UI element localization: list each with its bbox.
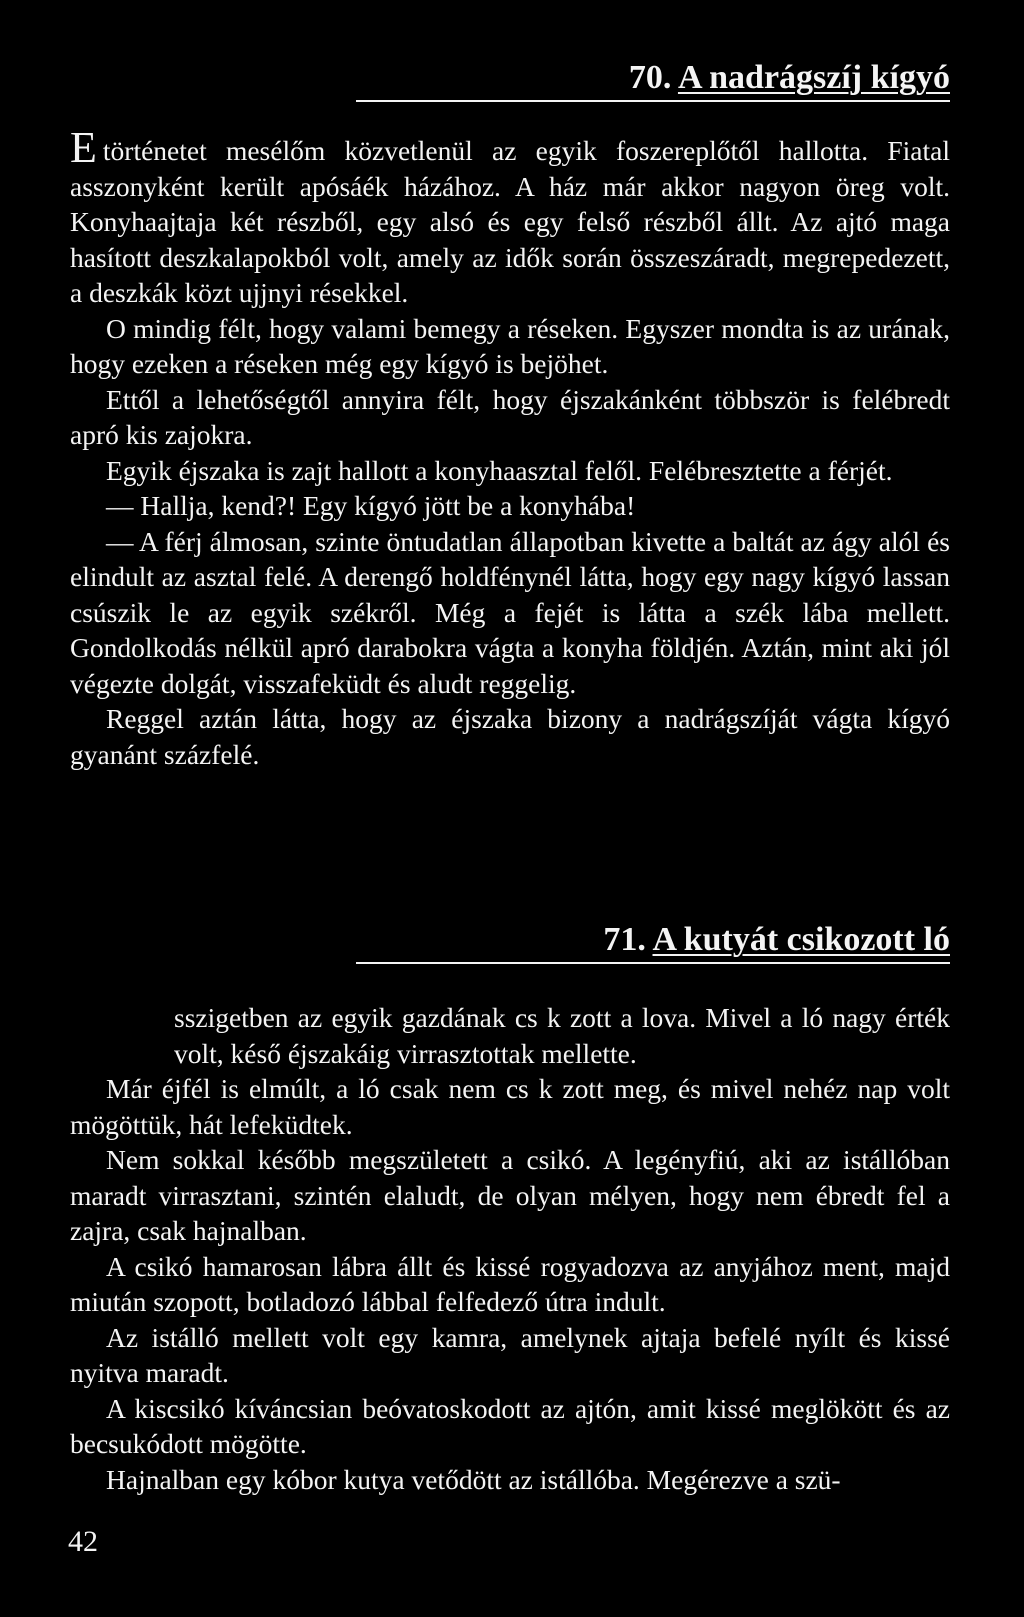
heading-rule	[356, 962, 950, 964]
drop-cap: E	[70, 123, 97, 172]
story-70-body	[70, 123, 950, 772]
paragraph: Egyik éjszaka is zajt hallott a konyhaasztal felől. Felébresztette a férjét.	[106, 454, 893, 486]
story-title: A kutyát csikozott ló	[652, 921, 950, 958]
paragraph: A kiscsikó kíváncsian beóvatoskodott az ajtón, amit kissé meglökött és az becsukódott mögötte.	[70, 1392, 950, 1459]
paragraph: Nem sokkal később megszületett a csikó. A legényfiú, aki az istállóban maradt virrasztani, szintén elaludt, de olyan mélyen, hogy nem ébredt fel a zajra, csak hajnalban.	[70, 1144, 950, 1246]
story-71-body	[70, 1000, 950, 1497]
paragraph: Az istálló mellett volt egy kamra, amelynek ajtaja befelé nyílt és kissé nyitva maradt.	[70, 1321, 950, 1388]
paragraph: Etörténetet mesélőm közvetlenül az egyik foszereplőtől hallotta. Fiatal asszonyként került apósáék házához. A ház már akkor nagyon öreg volt. Konyhaajtaja két részből, egy alsó és egy felső részből állt. Az ajtó maga hasított deszkalapokból volt, amely az idők során összeszáradt, megrepedezett, a deszkák közt ujjnyi résekkel.	[70, 123, 950, 308]
story-number: 70.	[628, 59, 672, 96]
paragraph: Reggel aztán látta, hogy az éjszaka bizony a nadrágszíját vágta kígyó gyanánt százfelé.	[70, 703, 950, 770]
story-number: 71.	[603, 921, 646, 958]
story-title: A nadrágszíj kígyó	[677, 59, 950, 96]
paragraph: Ettől a lehetőségtől annyira félt, hogy éjszakánként többször is felébredt apró kis zajokra.	[70, 383, 950, 450]
heading-rule	[356, 100, 950, 102]
paragraph: O mindig félt, hogy valami bemegy a réseken. Egyszer mondta is az urának, hogy ezeken a réseken még egy kígyó is bejöhet.	[70, 312, 950, 379]
paragraph: A csikó hamarosan lábra állt és kissé rogyadozva az anyjához ment, majd miután szopott, botladozó lábbal felfedező útra indult.	[70, 1250, 950, 1317]
paragraph: sszigetben az egyik gazdának cs k zott a lova. Mivel a ló nagy érték volt, késő éjszakáig virrasztottak mellette.	[174, 1002, 950, 1069]
paragraph: Már éjfél is elmúlt, a ló csak nem cs k zott meg, és mivel nehéz nap volt mögöttük, hát lefeküdtek.	[70, 1073, 950, 1140]
story-71-heading	[356, 920, 950, 964]
page-number: 42	[68, 1525, 98, 1558]
paragraph: Hajnalban egy kóbor kutya vetődött az istállóba. Megérezve a szü-	[106, 1463, 841, 1495]
paragraph: — A férj álmosan, szinte öntudatlan állapotban kivette a baltát az ágy alól és elindult az asztal felé. A derengő holdfénynél látta, hogy egy nagy kígyó lassan csúszik le az egyik székről. Még a fejét is látta a szék lába mellett. Gondolkodás nélkül apró darabokra vágta a konyha földjén. Aztán, mint aki jól végezte dolgát, visszafeküdt és aludt reggelig.	[70, 525, 950, 699]
story-70-heading	[356, 58, 950, 102]
dialogue-line: — Hallja, kend?! Egy kígyó jött be a konyhába!	[106, 490, 636, 521]
